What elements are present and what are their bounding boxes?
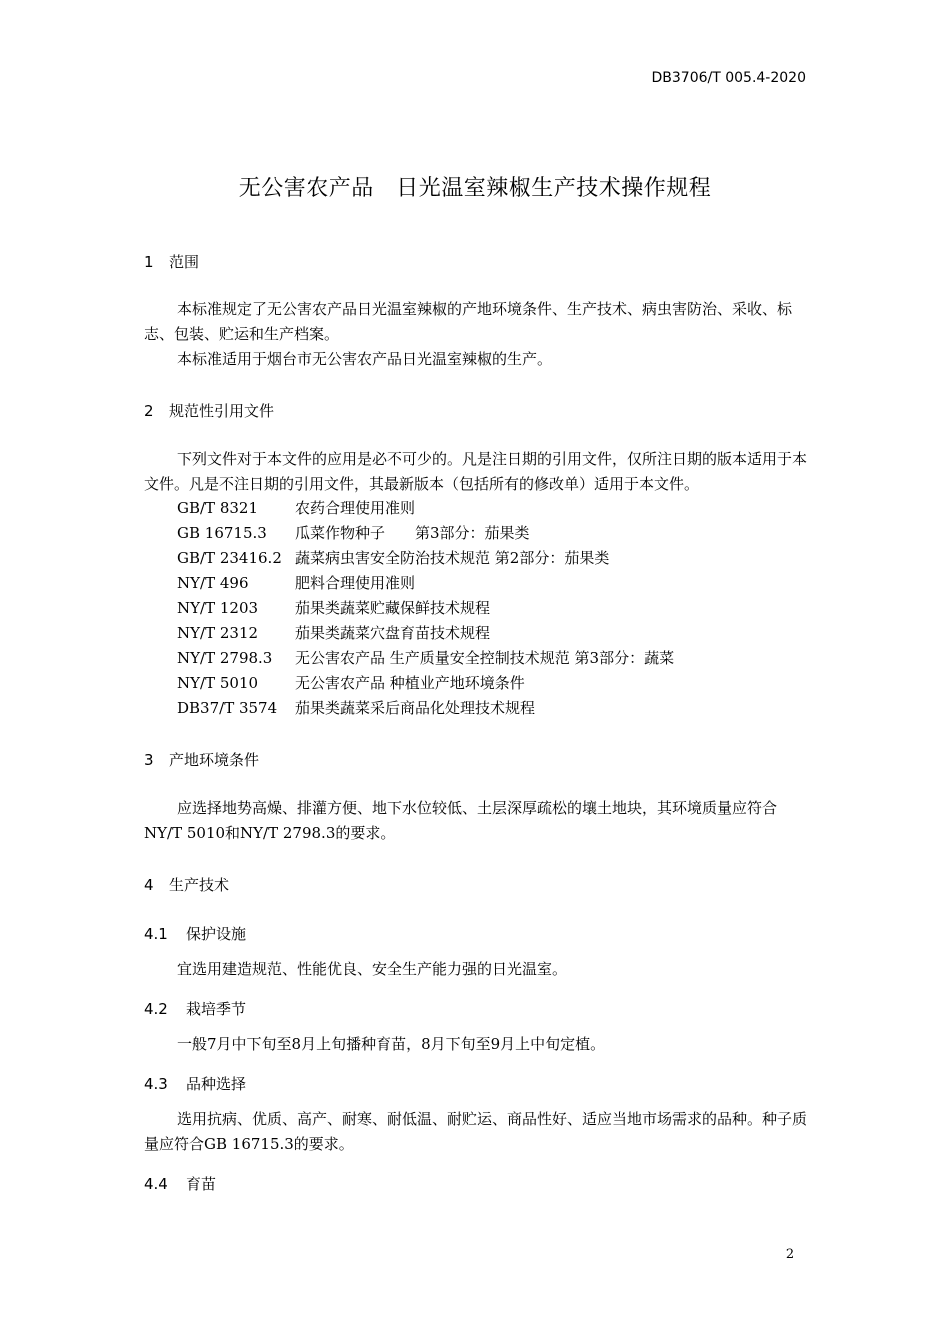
reference-code: NY/T 2312 xyxy=(177,624,259,642)
reference-title: 茄果类蔬菜采后商品化处理技术规程 xyxy=(295,699,536,717)
reference-title: 无公害农产品 生产质量安全控制技术规范 第3部分：蔬菜 xyxy=(295,649,675,667)
section-title: 品种选择 xyxy=(186,1075,247,1093)
reference-title: 肥料合理使用准则 xyxy=(295,574,416,592)
section-number: 4.3 xyxy=(144,1075,168,1093)
section-title: 范围 xyxy=(169,253,200,271)
reference-item xyxy=(177,547,609,568)
reference-item xyxy=(177,672,525,693)
reference-code: NY/T 5010 xyxy=(177,674,259,692)
section-number: 4 xyxy=(144,876,154,894)
page-title: 无公害农产品 日光温室辣椒生产技术操作规程 xyxy=(238,176,712,201)
section-4-4-heading xyxy=(144,1173,216,1194)
reference-title: 无公害农产品 种植业产地环境条件 xyxy=(295,674,525,692)
section-number: 4.1 xyxy=(144,925,168,943)
section-4-3-heading xyxy=(144,1073,246,1094)
section-2-intro: 下列文件对于本文件的应用是必不可少的。凡是注日期的引用文件，仅所注日期的版本适用于本文件。凡是不注日期的引用文件，其最新版本（包括所有的修改单）适用于本文件。 xyxy=(144,450,808,493)
section-title: 生产技术 xyxy=(169,876,230,894)
section-1-paragraph-2: 本标准适用于烟台市无公害农产品日光温室辣椒的生产。 xyxy=(177,350,553,368)
reference-code: GB 16715.3 xyxy=(177,524,267,542)
document-number: DB3706/T 005.4-2020 xyxy=(651,70,806,86)
section-number: 3 xyxy=(144,751,154,769)
section-4-1-paragraph: 宜选用建造规范、性能优良、安全生产能力强的日光温室。 xyxy=(177,960,568,978)
section-4-3-paragraph: 选用抗病、优质、高产、耐寒、耐低温、耐贮运、商品性好、适应当地市场需求的品种。种子质量应符合GB 16715.3的要求。 xyxy=(144,1110,808,1153)
reference-code: NY/T 1203 xyxy=(177,599,259,617)
reference-item xyxy=(177,622,490,643)
section-number: 1 xyxy=(144,253,154,271)
section-4-2-heading xyxy=(144,998,246,1019)
section-title: 栽培季节 xyxy=(186,1000,247,1018)
section-1-paragraph-1: 本标准规定了无公害农产品日光温室辣椒的产地环境条件、生产技术、病虫害防治、采收、标志、包装、贮运和生产档案。 xyxy=(144,300,793,343)
reference-item xyxy=(177,522,530,543)
reference-title: 农药合理使用准则 xyxy=(295,499,416,517)
section-number: 4.2 xyxy=(144,1000,168,1018)
reference-item xyxy=(177,697,535,718)
page-number: 2 xyxy=(785,1247,795,1262)
reference-item xyxy=(177,597,490,618)
reference-item xyxy=(177,572,415,593)
reference-item xyxy=(177,497,415,518)
section-title: 保护设施 xyxy=(186,925,247,943)
section-title: 规范性引用文件 xyxy=(169,402,275,420)
section-3-paragraph: 应选择地势高燥、排灌方便、地下水位较低、土层深厚疏松的壤土地块，其环境质量应符合NY/T 5010和NY/T 2798.3的要求。 xyxy=(144,799,778,842)
section-number: 4.4 xyxy=(144,1175,168,1193)
reference-title: 蔬菜病虫害安全防治技术规范 第2部分：茄果类 xyxy=(295,549,610,567)
reference-code: GB/T 8321 xyxy=(177,499,259,517)
section-3-heading xyxy=(144,749,259,770)
section-2-heading xyxy=(144,400,274,421)
section-4-heading xyxy=(144,874,229,895)
reference-code: DB37/T 3574 xyxy=(177,699,278,717)
section-title: 育苗 xyxy=(186,1175,217,1193)
reference-title: 瓜菜作物种子 第3部分：茄果类 xyxy=(295,524,530,542)
reference-code: NY/T 496 xyxy=(177,574,249,592)
reference-title: 茄果类蔬菜穴盘育苗技术规程 xyxy=(295,624,491,642)
reference-title: 茄果类蔬菜贮藏保鲜技术规程 xyxy=(295,599,491,617)
section-title: 产地环境条件 xyxy=(169,751,260,769)
section-4-1-heading xyxy=(144,923,246,944)
reference-item xyxy=(177,647,674,668)
reference-code: NY/T 2798.3 xyxy=(177,649,273,667)
reference-code: GB/T 23416.2 xyxy=(177,549,282,567)
section-1-heading xyxy=(144,251,199,272)
section-number: 2 xyxy=(144,402,154,420)
section-4-2-paragraph: 一般7月中下旬至8月上旬播种育苗，8月下旬至9月上中旬定植。 xyxy=(177,1035,606,1053)
